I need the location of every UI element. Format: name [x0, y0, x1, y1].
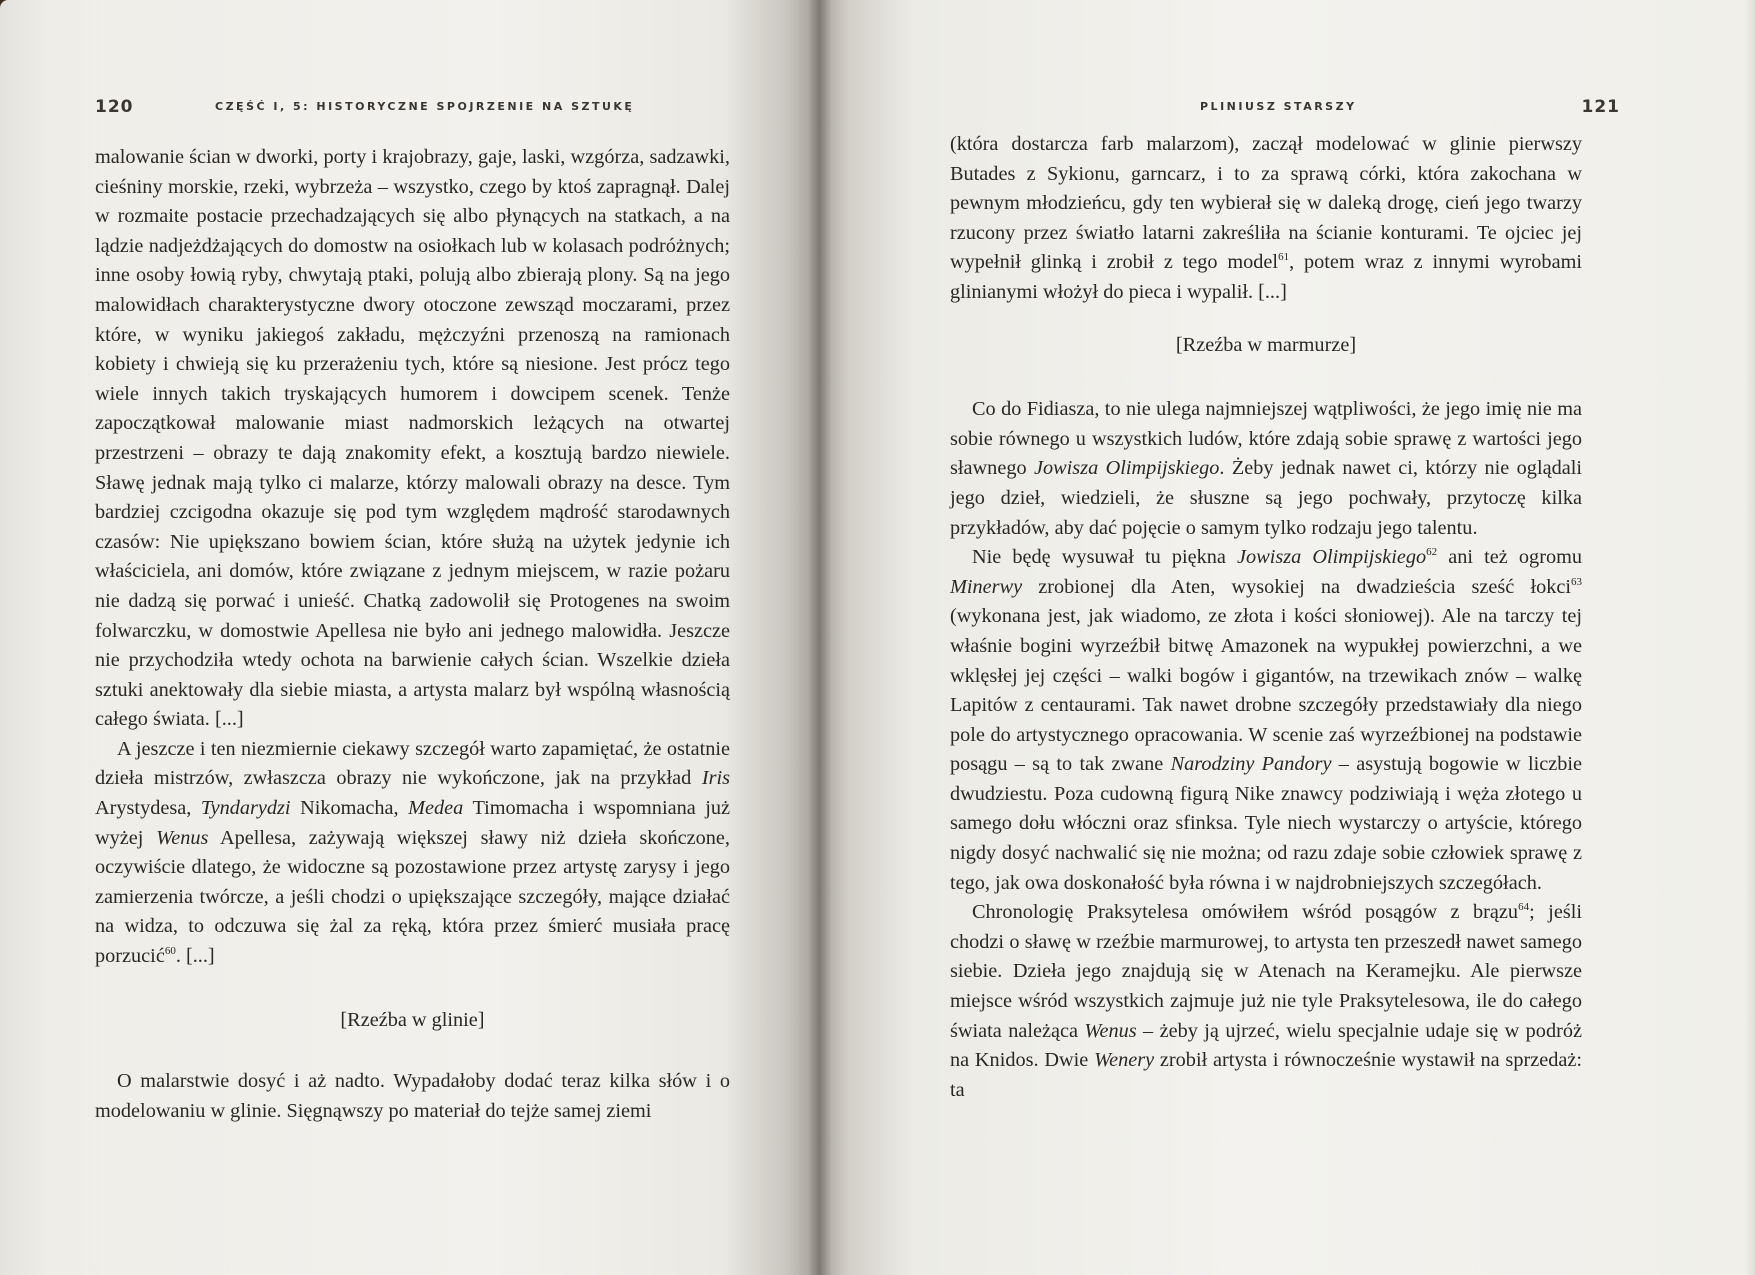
right-body-text [950, 130, 1582, 1105]
left-paragraph-1: malowanie ścian w dworki, porty i krajobrazy, gaje, laski, wzgórza, sadzawki, cieśniny morskie, rzeki, wybrzeża – wszystko, czego by ktoś zapragnął. Dalej w rozmaite postacie przechadzających się albo płynących na statkach, a na lądzie nadjeżdżających do domostw na osiołkach lub w kolasach podróżnych; inne osoby łowią ryby, chwytają ptaki, polują albo zbierają plony. Są na jego malowidłach charakterystyczne dwory otoczone zewsząd moczarami, przez które, w wyniku jakiegoś zakładu, mężczyźni przenoszą na ramionach kobiety i chwieją się ku przerażeniu tych, które są niesione. Jest prócz tego wiele innych takich tryskających humorem i dowcipem scenek. Tenże zapoczątkował malowanie miast nadmorskich leżących na otwartej przestrzeni – obrazy te dają znakomity efekt, a kosztują bardzo niewiele. Sławę jednak mają tylko ci malarze, którzy malowali obrazy na desce. Tym bardziej czcigodna okazuje się pod tym względem mądrość starodawnych czasów: Nie upiększano bowiem ścian, które służą na użytek jedynie ich właściciela, ani domów, które związane z jednym miejscem, w razie pożaru nie dadzą się porwać i unieść. Chatką zadowolił się Protogenes na swoim folwarczku, w domostwie Apellesa nie było ani jednego malowidła. Jeszcze nie przychodziła wtedy ochota na barwienie całych ścian. Wszelkie dzieła sztuki anektowały dla siebie miasta, a artysta malarz był wspólną własnością całego świata. [...] [95, 146, 730, 731]
footnote-ref-64: 64 [1518, 901, 1530, 914]
left-header [95, 97, 735, 130]
left-page [0, 0, 820, 1275]
left-body-text [95, 143, 730, 1126]
right-running-head: PLINIUSZ STARSZY [1200, 100, 1357, 113]
section-title-marble: [Rzeźba w marmurze] [1175, 333, 1357, 356]
footnote-ref-61: 61 [1278, 251, 1290, 264]
section-title-clay: [Rzeźba w glinie] [340, 1008, 485, 1031]
left-page-number: 120 [95, 97, 134, 117]
footnote-ref-63: 63 [1571, 575, 1582, 588]
right-paragraph-1: (która dostarcza farb malarzom), zaczął modelować w glinie pierwszy Butades z Sykionu, garncarz, i to za sprawą córki, która zakochana w pewnym młodzieńcu, gdy ten wybierał się w daleką drogę, cień jego twarzy rzucony przez światło latarni zakreśliła na ścianie konturami. Te ojciec jej wypełnił glinką i zrobił z tego model$^{61}$, potem wraz z innymi wyrobami glinianymi włożył do pieca i wypalił. [...] [950, 133, 1582, 303]
left-running-head: CZĘŚĆ I, 5: HISTORYCZNE SPOJRZENIE NA SZTUKĘ [215, 100, 635, 113]
right-paragraph-2: Co do Fidiasza, to nie ulega najmniejszej wątpliwości, że jego imię nie ma sobie równego u wszystkich ludów, które zdają sobie sprawę z wartości jego sławnego Jowisza Olimpijskiego. Żeby jednak nawet ci, którzy nie oglądali jego dzieł, wiedzieli, że słuszne są jego pochwały, przytoczę kilka przykładów, aby dać pojęcie o samym tylko rodzaju jego talentu. [950, 398, 1582, 539]
page-edge-shadow [1745, 0, 1755, 1275]
right-paragraph-3: Nie będę wysuwał tu piękna Jowisza Olimpijskiego$^{62}$ ani też ogromu Minerwy zrobionej dla Aten, wysokiej na dwadzieścia sześć łokci$^{63}$ (wykonana jest, jak wiadomo, ze złota i kości słoniowej). Ale na tarczy tej właśnie bogini wyrzeźbił bitwę Amazonek na wypukłej powierzchni, a we wklęsłej jej części – walki bogów i gigantów, na trzewikach znów – walkę Lapitów z centaurami. Tak nawet drobne szczegóły przedstawiały dla niego pole do artystycznego opracowania. W scenie zaś wyrzeźbionej na podstawie posągu – są to tak zwane Narodziny Pandory – asystują bogowie w liczbie dwudziestu. Poza cudowną figurą Nike znawcy podziwiają i węża złotego u samego dołu włóczni oraz sfinksa. Tyle niech wystarczy o artyście, którego nigdy dosyć nachwalić się nie można; od razu zdaje sobie człowiek sprawę z tego, jak owa doskonałość była równa i w najdrobniejszych szczegółach. [950, 546, 1583, 894]
right-page-number: 121 [1581, 97, 1620, 117]
footnote-ref-62: 62 [1426, 546, 1438, 559]
left-paragraph-2: A jeszcze i ten niezmiernie ciekawy szczegół warto zapamiętać, że ostatnie dzieła mistrzów, zwłaszcza obrazy nie wykończone, jak na przykład Iris Arystydesa, Tyndarydzi Nikomacha, Medea Timomacha i wspomniana już wyżej Wenus Apellesa, zażywają większej sławy niż dzieła skończone, oczywiście dlatego, że widoczne są pozostawione przez artystę zarysy i jego zamierzenia twórcze, a jeśli chodzi o upiększające szczegóły, mające działać na widza, to odczuwa się żal za ręką, która przez śmierć musiała pracę porzucić$^{60}$. [...] [95, 737, 731, 968]
left-paragraph-3: O malarstwie dosyć i aż nadto. Wypadałoby dodać teraz kilka słów i o modelowaniu w glinie. Sięgnąwszy po materiał do tejże samej ziemi [95, 1070, 730, 1122]
right-header [1200, 97, 1620, 130]
footnote-ref-60: 60 [164, 945, 176, 958]
book-gutter [808, 0, 832, 1275]
right-paragraph-4: Chronologię Praksytelesa omówiłem wśród posągów z brązu$^{64}$; jeśli chodzi o sławę w rzeźbie marmurowej, to artysta ten przeszedł nawet samego siebie. Dzieła jego znajdują się w Atenach na Keramejku. Ale pierwsze miejsce wśród wszystkich zajmuje już nie tyle Praksytelesowa, ile do całego świata należąca Wenus – żeby ją ujrzeć, wielu specjalnie udaje się w podróż na Knidos. Dwie Wenery zrobił artysta i równocześnie wystawił na sprzedaż: ta [950, 901, 1582, 1101]
